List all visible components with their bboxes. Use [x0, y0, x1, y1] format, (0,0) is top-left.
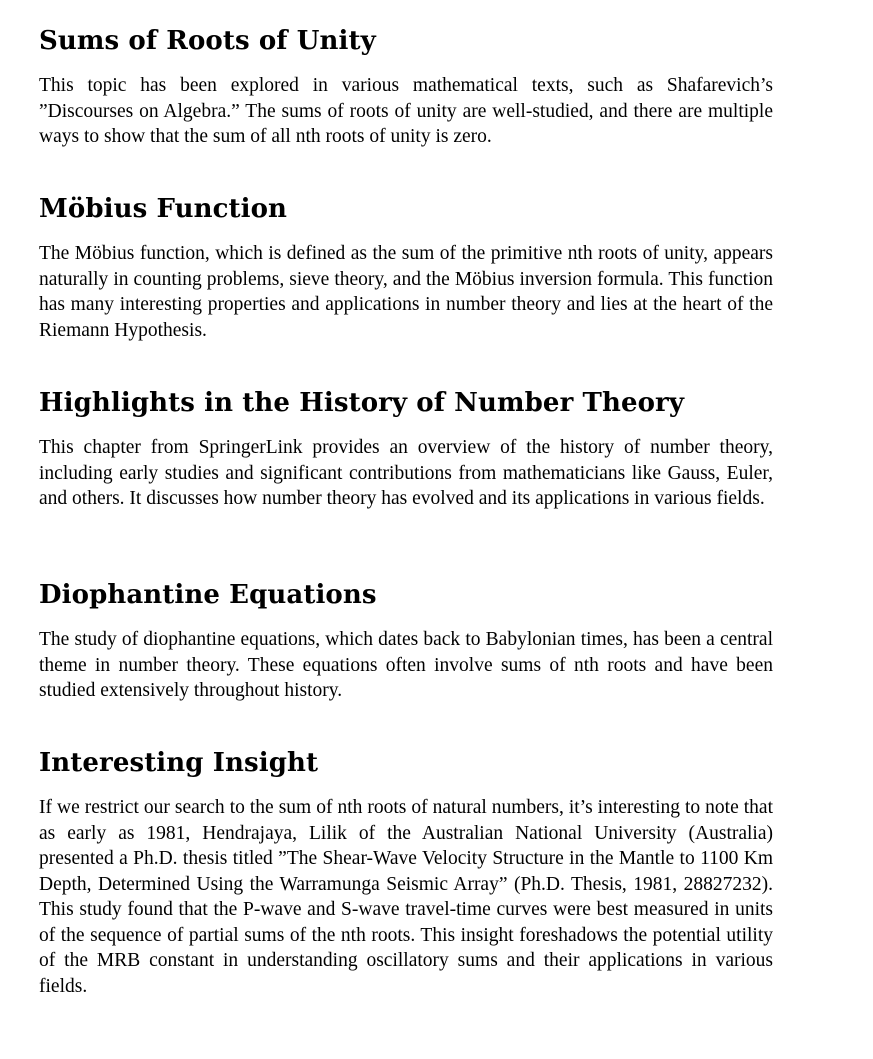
- section-paragraph: This chapter from SpringerLink provides an overview of the history of number theory, including early studies and significant contributions from mathematicians like Gauss, Euler, and others. It discusses how number theory has evolved and its applications in various fields.: [39, 437, 773, 509]
- section-heading: Möbius Function: [39, 194, 288, 224]
- section-sums-of-roots-of-unity: [39, 25, 773, 150]
- section-interesting-insight: [39, 747, 773, 999]
- section-paragraph: This topic has been explored in various mathematical texts, such as Shafarevich’s ”Discourses on Algebra.” The sums of roots of unity are well-studied, and there are multiple ways to show that the sum of all nth roots of unity is zero.: [39, 75, 773, 147]
- section-paragraph: The Möbius function, which is defined as the sum of the primitive nth roots of unity, appears naturally in counting problems, sieve theory, and the Möbius inversion formula. This function has many interesting properties and applications in number theory and lies at the heart of the Riemann Hypothesis.: [39, 243, 773, 341]
- section-heading: Diophantine Equations: [39, 580, 377, 610]
- section-history-of-number-theory: [39, 387, 773, 512]
- section-paragraph: The study of diophantine equations, which dates back to Babylonian times, has been a central theme in number theory. These equations often involve sums of nth roots and have been studied extensively throughout history.: [39, 629, 773, 701]
- section-mobius-function: [39, 193, 773, 343]
- section-diophantine-equations: [39, 579, 773, 704]
- section-heading: Interesting Insight: [39, 748, 319, 778]
- section-heading: Sums of Roots of Unity: [39, 26, 376, 56]
- section-paragraph: If we restrict our search to the sum of nth roots of natural numbers, it’s interesting to note that as early as 1981, Hendrajaya, Lilik of the Australian National University (Australia) presented a Ph.D. thesis titled ”The Shear-Wave Velocity Structure in the Mantle to 1100 Km Depth, Determined Using the Warramunga Seismic Array” (Ph.D. Thesis, 1981, 28827232). This study found that the P-wave and S-wave travel-time curves were best measured in units of the sequence of partial sums of the nth roots. This insight foreshadows the potential utility of the MRB constant in understanding oscillatory sums and their applications in various fields.: [39, 797, 773, 997]
- section-heading: Highlights in the History of Number Theory: [39, 388, 685, 418]
